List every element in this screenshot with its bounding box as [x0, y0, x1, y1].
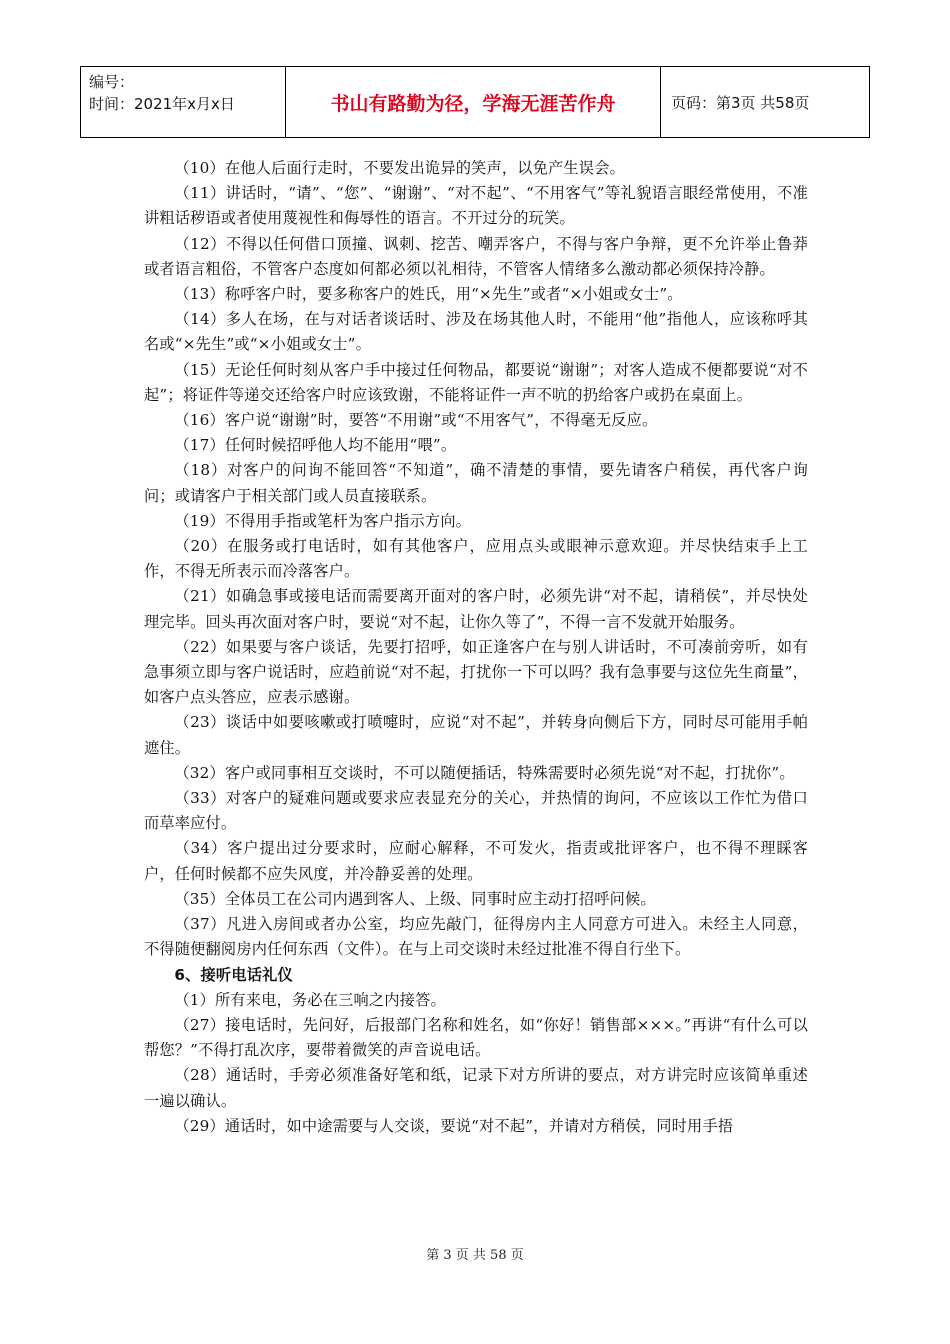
paragraph: （12）不得以任何借口顶撞、讽刺、挖苦、嘲弄客户，不得与客户争辩，更不允许举止鲁莽或者语言粗俗，不管客户态度如何都必须以礼相待，不管客人情绪多么激动都必须保持冷静。	[144, 234, 808, 278]
paragraph: （17）任何时候招呼他人均不能用“喂”。	[174, 436, 457, 455]
paragraph: （19）不得用手指或笔杆为客户指示方向。	[174, 511, 472, 530]
paragraph: （28）通话时，手旁必须准备好笔和纸，记录下对方所讲的要点，对方讲完时应该简单重述一遍以确认。	[144, 1066, 808, 1110]
motto: 书山有路勤为径，学海无涯苦作舟	[286, 67, 661, 137]
paragraph: （27）接电话时，先问好，后报部门名称和姓名，如“你好！销售部×××。”再讲“有什么可以帮您？”不得打乱次序，要带着微笑的声音说电话。	[144, 1015, 808, 1060]
time-label: 时间：2021年x月x日	[89, 95, 235, 113]
paragraph: （1）所有来电，务必在三响之内接答。	[174, 990, 446, 1009]
page-footer: 第 3 页 共 58 页	[426, 1248, 524, 1263]
section-heading: 6、接听电话礼仪	[174, 965, 293, 984]
page-label: 页码：第3页 共58页	[671, 93, 810, 112]
paragraph: （15）无论任何时刻从客户手中接过任何物品，都要说“谢谢”；对客人造成不便都要说“对不起”；将证件等递交还给客户时应该致谢，不能将证件一声不吭的扔给客户或扔在桌面上。	[144, 360, 808, 404]
paragraph: （14）多人在场，在与对话者谈话时、涉及在场其他人时，不能用“他”指他人，应该称呼其名或“×先生”或“×小姐或女士”。	[144, 310, 808, 354]
paragraph: （29）通话时，如中途需要与人交谈，要说“对不起”，并请对方稍侯，同时用手捂	[174, 1116, 734, 1135]
paragraph: （21）如确急事或接电话而需要离开面对的客户时，必须先讲“对不起，请稍侯”，并尽快处理完毕。回头再次面对客户时，要说“对不起，让你久等了”，不得一言不发就开始服务。	[144, 587, 808, 631]
paragraph: （20）在服务或打电话时，如有其他客户，应用点头或眼神示意欢迎。并尽快结束手上工作，不得无所表示而冷落客户。	[144, 537, 808, 581]
paragraph: （11）讲话时，“请”、“您”、“谢谢”、“对不起”、“不用客气”等礼貌语言眼经常使用，不准讲粗话秽语或者使用蔑视性和侮辱性的语言。不开过分的玩笑。	[144, 184, 808, 228]
document-body	[144, 156, 808, 1139]
paragraph: （13）称呼客户时，要多称客户的姓氏，用“×先生”或者“×小姐或女士”。	[174, 285, 683, 304]
paragraph: （10）在他人后面行走时，不要发出诡异的笑声，以免产生误会。	[174, 159, 625, 177]
paragraph: （16）客户说“谢谢”时，要答“不用谢”或“不用客气”，不得毫无反应。	[174, 411, 658, 430]
paragraph: （18）对客户的问询不能回答“不知道”，确不清楚的事情，要先请客户稍侯，再代客户询问；或请客户于相关部门或人员直接联系。	[144, 461, 808, 505]
header-table	[80, 66, 870, 138]
paragraph: （37）凡进入房间或者办公室，均应先敲门，征得房内主人同意方可进入。未经主人同意，不得随便翻阅房内任何东西（文件）。在与上司交谈时未经过批准不得自行坐下。	[144, 915, 808, 959]
paragraph: （23）谈话中如要咳嗽或打喷嚏时，应说“对不起”，并转身向侧后下方，同时尽可能用手帕遮住。	[144, 713, 808, 757]
paragraph: （22）如果要与客户谈话，先要打招呼，如正逢客户在与别人讲话时，不可凑前旁听，如有急事须立即与客户说话时，应趋前说“对不起，打扰你一下可以吗？我有急事要与这位先生商量”，如客户点头答应，应表示感谢。	[144, 637, 808, 707]
number-label: 编号：	[89, 73, 135, 91]
paragraph: （33）对客户的疑难问题或要求应表显充分的关心，并热情的询问，不应该以工作忙为借口而草率应付。	[144, 789, 808, 833]
paragraph: （32）客户或同事相互交谈时，不可以随便插话，特殊需要时必须先说“对不起，打扰你”。	[174, 763, 795, 782]
header-meta	[81, 67, 286, 137]
paragraph: （34）客户提出过分要求时，应耐心解释，不可发火，指责或批评客户，也不得不理睬客户，任何时候都不应失风度，并冷静妥善的处理。	[144, 839, 808, 883]
paragraph: （35）全体员工在公司内遇到客人、上级、同事时应主动打招呼问候。	[174, 889, 656, 908]
